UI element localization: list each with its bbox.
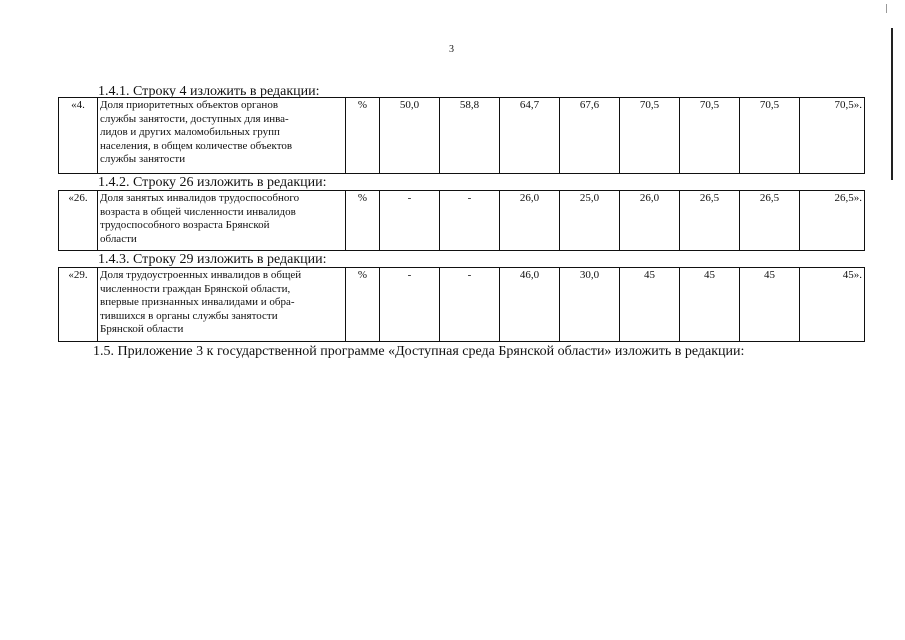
- description-line: Доля занятых инвалидов трудоспособного: [100, 192, 300, 204]
- value-cell: 46,0: [500, 268, 560, 342]
- value-cell: 25,0: [560, 191, 620, 251]
- description-line: впервые признанных инвалидами и обра-: [100, 296, 295, 308]
- description-line: Доля приоритетных объектов органов: [100, 99, 279, 111]
- value-cell: 45: [680, 268, 740, 342]
- value-cell: -: [380, 191, 440, 251]
- row-description: [98, 268, 346, 342]
- section-heading-row-26: 1.4.2. Строку 26 изложить в редакции:: [98, 175, 327, 190]
- row-number: «26.: [59, 191, 98, 251]
- value-cell: 70,5: [740, 98, 800, 174]
- row-number: «4.: [59, 98, 98, 174]
- row-unit: %: [346, 191, 380, 251]
- description-line: Брянской области: [100, 323, 184, 335]
- value-cell: 26,0: [620, 191, 680, 251]
- row-number: «29.: [59, 268, 98, 342]
- value-cell: 58,8: [440, 98, 500, 174]
- description-line: лидов и других маломобильных групп: [100, 126, 280, 138]
- value-cell: 45: [740, 268, 800, 342]
- value-cell: -: [440, 191, 500, 251]
- table-row-4: [58, 97, 865, 174]
- description-line: численности граждан Брянской области,: [100, 282, 291, 295]
- final-paragraph: 1.5. Приложение 3 к государственной программе «Доступная среда Брянской области» изложить в редакции:: [93, 344, 745, 359]
- value-cell: 70,5: [680, 98, 740, 174]
- value-cell: 26,0: [500, 191, 560, 251]
- section-heading-row-4: 1.4.1. Строку 4 изложить в редакции:: [98, 84, 320, 99]
- value-cell: 26,5».: [800, 191, 865, 251]
- value-cell: 26,5: [680, 191, 740, 251]
- page-number: 3: [449, 44, 454, 55]
- row-unit: %: [346, 268, 380, 342]
- value-cell: 64,7: [500, 98, 560, 174]
- value-cell: 30,0: [560, 268, 620, 342]
- row-description: [98, 98, 346, 174]
- description-line: тившихся в органы службы занятости: [100, 309, 278, 322]
- value-cell: -: [380, 268, 440, 342]
- scan-edge-line: [891, 28, 893, 180]
- description-line: Доля трудоустроенных инвалидов в общей: [100, 269, 302, 281]
- description-line: трудоспособного возраста Брянской: [100, 219, 270, 231]
- description-line: службы занятости, доступных для инва-: [100, 112, 289, 125]
- table-row-26: [58, 190, 865, 251]
- row-description: [98, 191, 346, 251]
- row-unit: %: [346, 98, 380, 174]
- value-cell: 70,5».: [800, 98, 865, 174]
- value-cell: 70,5: [620, 98, 680, 174]
- value-cell: 26,5: [740, 191, 800, 251]
- value-cell: 45».: [800, 268, 865, 342]
- value-cell: 67,6: [560, 98, 620, 174]
- value-cell: 45: [620, 268, 680, 342]
- section-heading-row-29: 1.4.3. Строку 29 изложить в редакции:: [98, 252, 327, 267]
- description-line: службы занятости: [100, 153, 186, 165]
- value-cell: -: [440, 268, 500, 342]
- description-line: возраста в общей численности инвалидов: [100, 205, 296, 218]
- scan-edge-mark: [886, 4, 887, 13]
- table-row-29: [58, 267, 865, 342]
- description-line: населения, в общем количестве объектов: [100, 139, 293, 152]
- description-line: области: [100, 232, 137, 245]
- value-cell: 50,0: [380, 98, 440, 174]
